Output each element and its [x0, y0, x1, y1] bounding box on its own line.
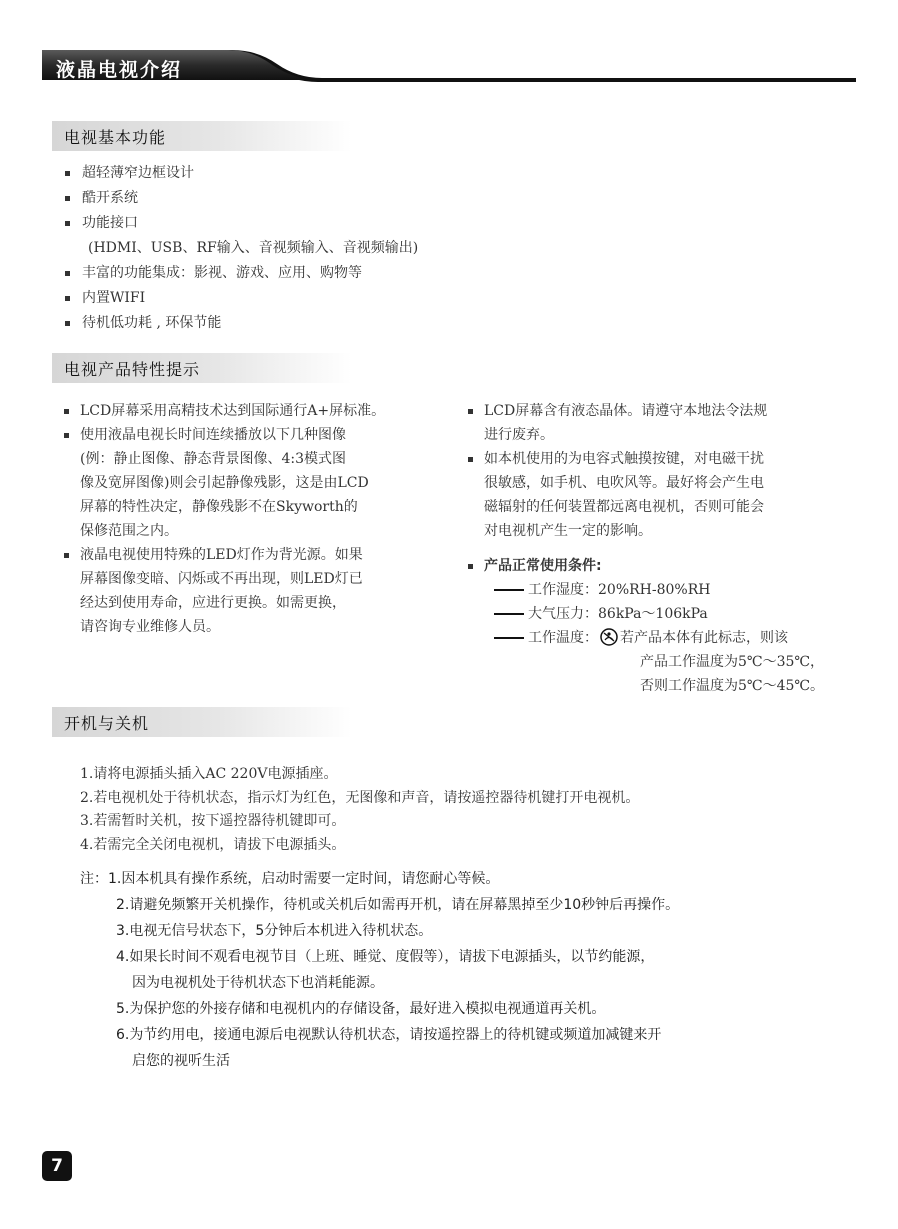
line: LCD屏幕含有液态晶体。请遵守本地法令法规	[484, 403, 768, 419]
temperature-row	[466, 626, 866, 650]
note: 启您的视听生活	[132, 1053, 230, 1069]
list-item: 超轻薄窄边框设计	[62, 161, 418, 186]
line: 磁辐射的任何装置都远离电视机，否则可能会	[484, 499, 764, 515]
temperature-line-3: 否则工作温度为5℃～45℃。	[640, 678, 825, 694]
list-item	[62, 399, 452, 423]
temperature-line-1: 若产品本体有此标志，则该	[620, 630, 788, 646]
page-header	[42, 48, 856, 88]
feature-tips-right	[466, 399, 866, 543]
pressure-row	[466, 602, 866, 626]
note: 3.电视无信号状态下，5分钟后本机进入待机状态。	[116, 923, 433, 939]
power-notes	[80, 866, 679, 1074]
dash	[494, 589, 524, 591]
list-item: 丰富的功能集成：影视、游戏、应用、购物等	[62, 261, 418, 286]
list-item: 待机低功耗 , 环保节能	[62, 311, 418, 336]
dash	[494, 637, 524, 639]
humidity-text: 工作湿度：20%RH-80%RH	[528, 582, 711, 598]
section-heading-basic	[52, 121, 352, 151]
line: 对电视机产生一定的影响。	[484, 523, 652, 539]
note: 因为电视机处于待机状态下也消耗能源。	[132, 975, 384, 991]
step: 3.若需暂时关机，按下遥控器待机键即可。	[80, 813, 346, 829]
conditions-title: 产品正常使用条件:	[484, 558, 602, 574]
feature-tips-left	[62, 399, 452, 639]
pressure-text: 大气压力：86kPa～106kPa	[528, 606, 708, 622]
line: 请咨询专业维修人员。	[80, 619, 220, 635]
step: 1.请将电源插头插入AC 220V电源插座。	[80, 766, 338, 782]
section-heading-power	[52, 707, 352, 737]
line: 像及宽屏图像)则会引起静像残影，这是由LCD	[80, 475, 369, 491]
line: 屏幕的特性决定，静像残影不在Skyworth的	[80, 499, 358, 515]
note: 注：1.因本机具有操作系统，启动时需要一定时间，请您耐心等候。	[80, 871, 500, 887]
note: 2.请避免频繁开关机操作，待机或关机后如需再开机，请在屏幕黑掉至少10秒钟后再操作。	[116, 897, 680, 913]
note: 6.为节约用电，接通电源后电视默认待机状态，请按遥控器上的待机键或频道加减键来开	[116, 1027, 662, 1043]
line: 很敏感，如手机、电吹风等。最好将会产生电	[484, 475, 764, 491]
list-item: 酷开系统	[62, 186, 418, 211]
note: 5.为保护您的外接存储和电视机内的存储设备，最好进入模拟电视通道再关机。	[116, 1001, 606, 1017]
line: (例：静止图像、静态背景图像、4:3模式图	[80, 451, 346, 467]
temperature-label: 工作温度：	[528, 630, 598, 646]
step: 4.若需完全关闭电视机，请拔下电源插头。	[80, 836, 346, 853]
power-steps	[80, 763, 639, 857]
usage-conditions	[466, 554, 866, 698]
list-item: 功能接口	[62, 211, 418, 236]
section-title: 电视产品特性提示	[64, 360, 201, 379]
bullet	[468, 564, 473, 569]
page-number: 7	[42, 1151, 72, 1181]
line: 使用液晶电视长时间连续播放以下几种图像	[80, 427, 346, 443]
conditions-title-row	[466, 554, 866, 578]
line: 屏幕图像变暗、闪烁或不再出现，则LED灯已	[80, 571, 363, 587]
line: 保修范围之内。	[80, 523, 178, 539]
humidity-row	[466, 578, 866, 602]
line: 液晶电视使用特殊的LED灯作为背光源。如果	[80, 547, 363, 563]
dash	[494, 613, 524, 615]
basic-feature-list	[62, 161, 418, 336]
temperature-line-2: 产品工作温度为5℃～35℃，	[640, 654, 825, 670]
list-item: (HDMI、USB、RF输入、音视频输入、音视频输出)	[88, 240, 419, 256]
section-title: 开机与关机	[64, 714, 150, 733]
section-heading-features	[52, 353, 352, 383]
step: 2.若电视机处于待机状态，指示灯为红色，无图像和声音，请按遥控器待机键打开电视机。	[80, 789, 640, 806]
list-item: 内置WIFI	[62, 286, 418, 311]
list-item	[62, 423, 452, 543]
line: 进行废弃。	[484, 427, 554, 443]
note: 4.如果长时间不观看电视节目（上班、睡觉、度假等），请拔下电源插头，以节约能源，	[116, 949, 655, 965]
line: LCD屏幕采用高精技术达到国际通行A+屏标准。	[80, 403, 386, 419]
line: 经达到使用寿命，应进行更换。如需更换，	[80, 595, 346, 611]
line: 如本机使用的为电容式触摸按键，对电磁干扰	[484, 451, 764, 467]
list-item	[466, 399, 866, 447]
list-item	[62, 543, 452, 639]
list-item	[466, 447, 866, 543]
header-title: 液晶电视介绍	[56, 59, 183, 81]
section-title: 电视基本功能	[64, 128, 167, 147]
temperature-mark-icon	[600, 628, 618, 646]
